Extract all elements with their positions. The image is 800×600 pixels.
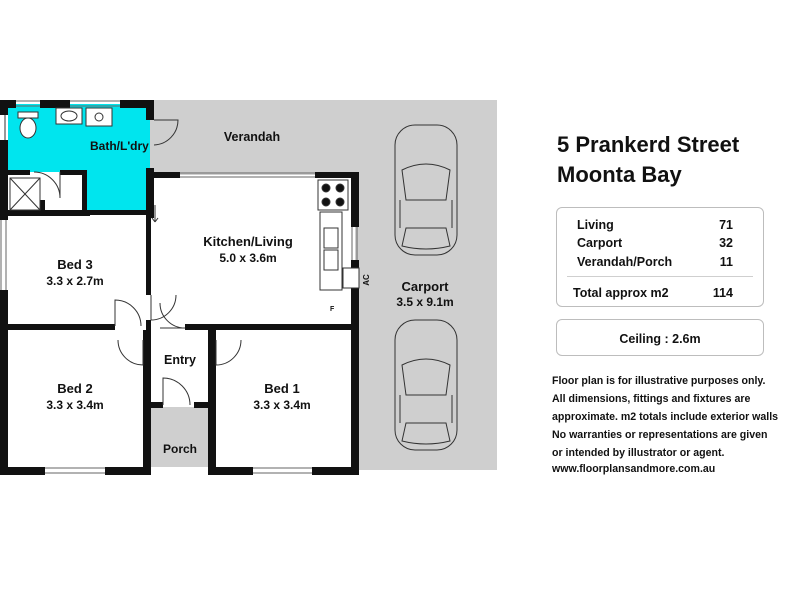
area-divider bbox=[567, 276, 753, 277]
area-value: 32 bbox=[719, 236, 733, 250]
bed2-dims: 3.3 x 3.4m bbox=[46, 398, 104, 412]
area-table bbox=[556, 207, 764, 307]
website-link[interactable]: www.floorplansandmore.com.au bbox=[552, 463, 716, 475]
kitchen-living-dims: 5.0 x 3.6m bbox=[219, 251, 277, 265]
address-line1: 5 Prankerd Street bbox=[557, 132, 740, 157]
entry-label: Entry bbox=[164, 353, 196, 367]
ceiling-height: Ceiling : 2.6m bbox=[619, 332, 701, 346]
bed2-label: Bed 2 bbox=[57, 381, 93, 396]
disclaimer-line: All dimensions, fittings and fixtures are bbox=[552, 393, 751, 405]
disclaimer-line: approximate. m2 totals include exterior walls bbox=[552, 411, 779, 423]
carport-dims: 3.5 x 9.1m bbox=[396, 295, 454, 309]
bed1-dims: 3.3 x 3.4m bbox=[253, 398, 311, 412]
ceiling-box bbox=[556, 319, 764, 356]
address-line2: Moonta Bay bbox=[557, 162, 682, 187]
area-value: 71 bbox=[719, 218, 733, 232]
area-label: Carport bbox=[577, 236, 623, 250]
disclaimer-line: or intended by illustrator or agent. bbox=[552, 447, 725, 459]
bed3-dims: 3.3 x 2.7m bbox=[46, 274, 104, 288]
area-label: Living bbox=[577, 218, 614, 232]
disclaimer-line: No warranties or representations are given bbox=[552, 429, 768, 441]
bed3-label: Bed 3 bbox=[57, 257, 93, 272]
area-row-verandah bbox=[577, 255, 733, 273]
porch-area bbox=[151, 407, 208, 467]
bed1-label: Bed 1 bbox=[264, 381, 300, 396]
area-row-living bbox=[577, 218, 733, 236]
ac-label: AC bbox=[362, 274, 371, 286]
area-value: 11 bbox=[719, 255, 733, 269]
porch-label: Porch bbox=[162, 442, 198, 456]
area-label: Verandah/Porch bbox=[577, 255, 673, 269]
area-row-total bbox=[573, 286, 733, 304]
verandah-label: Verandah bbox=[223, 130, 281, 144]
kitchen-living-label: Kitchen/Living bbox=[203, 234, 293, 249]
bath-label: Bath/L'dry bbox=[90, 139, 149, 153]
area-row-carport bbox=[577, 236, 733, 254]
total-value: 114 bbox=[712, 286, 733, 300]
fridge-label: F bbox=[330, 306, 335, 313]
disclaimer-line: Floor plan is for illustrative purposes only. bbox=[552, 375, 766, 387]
total-label: Total approx m2 bbox=[573, 286, 669, 300]
carport-label: Carport bbox=[401, 279, 449, 294]
